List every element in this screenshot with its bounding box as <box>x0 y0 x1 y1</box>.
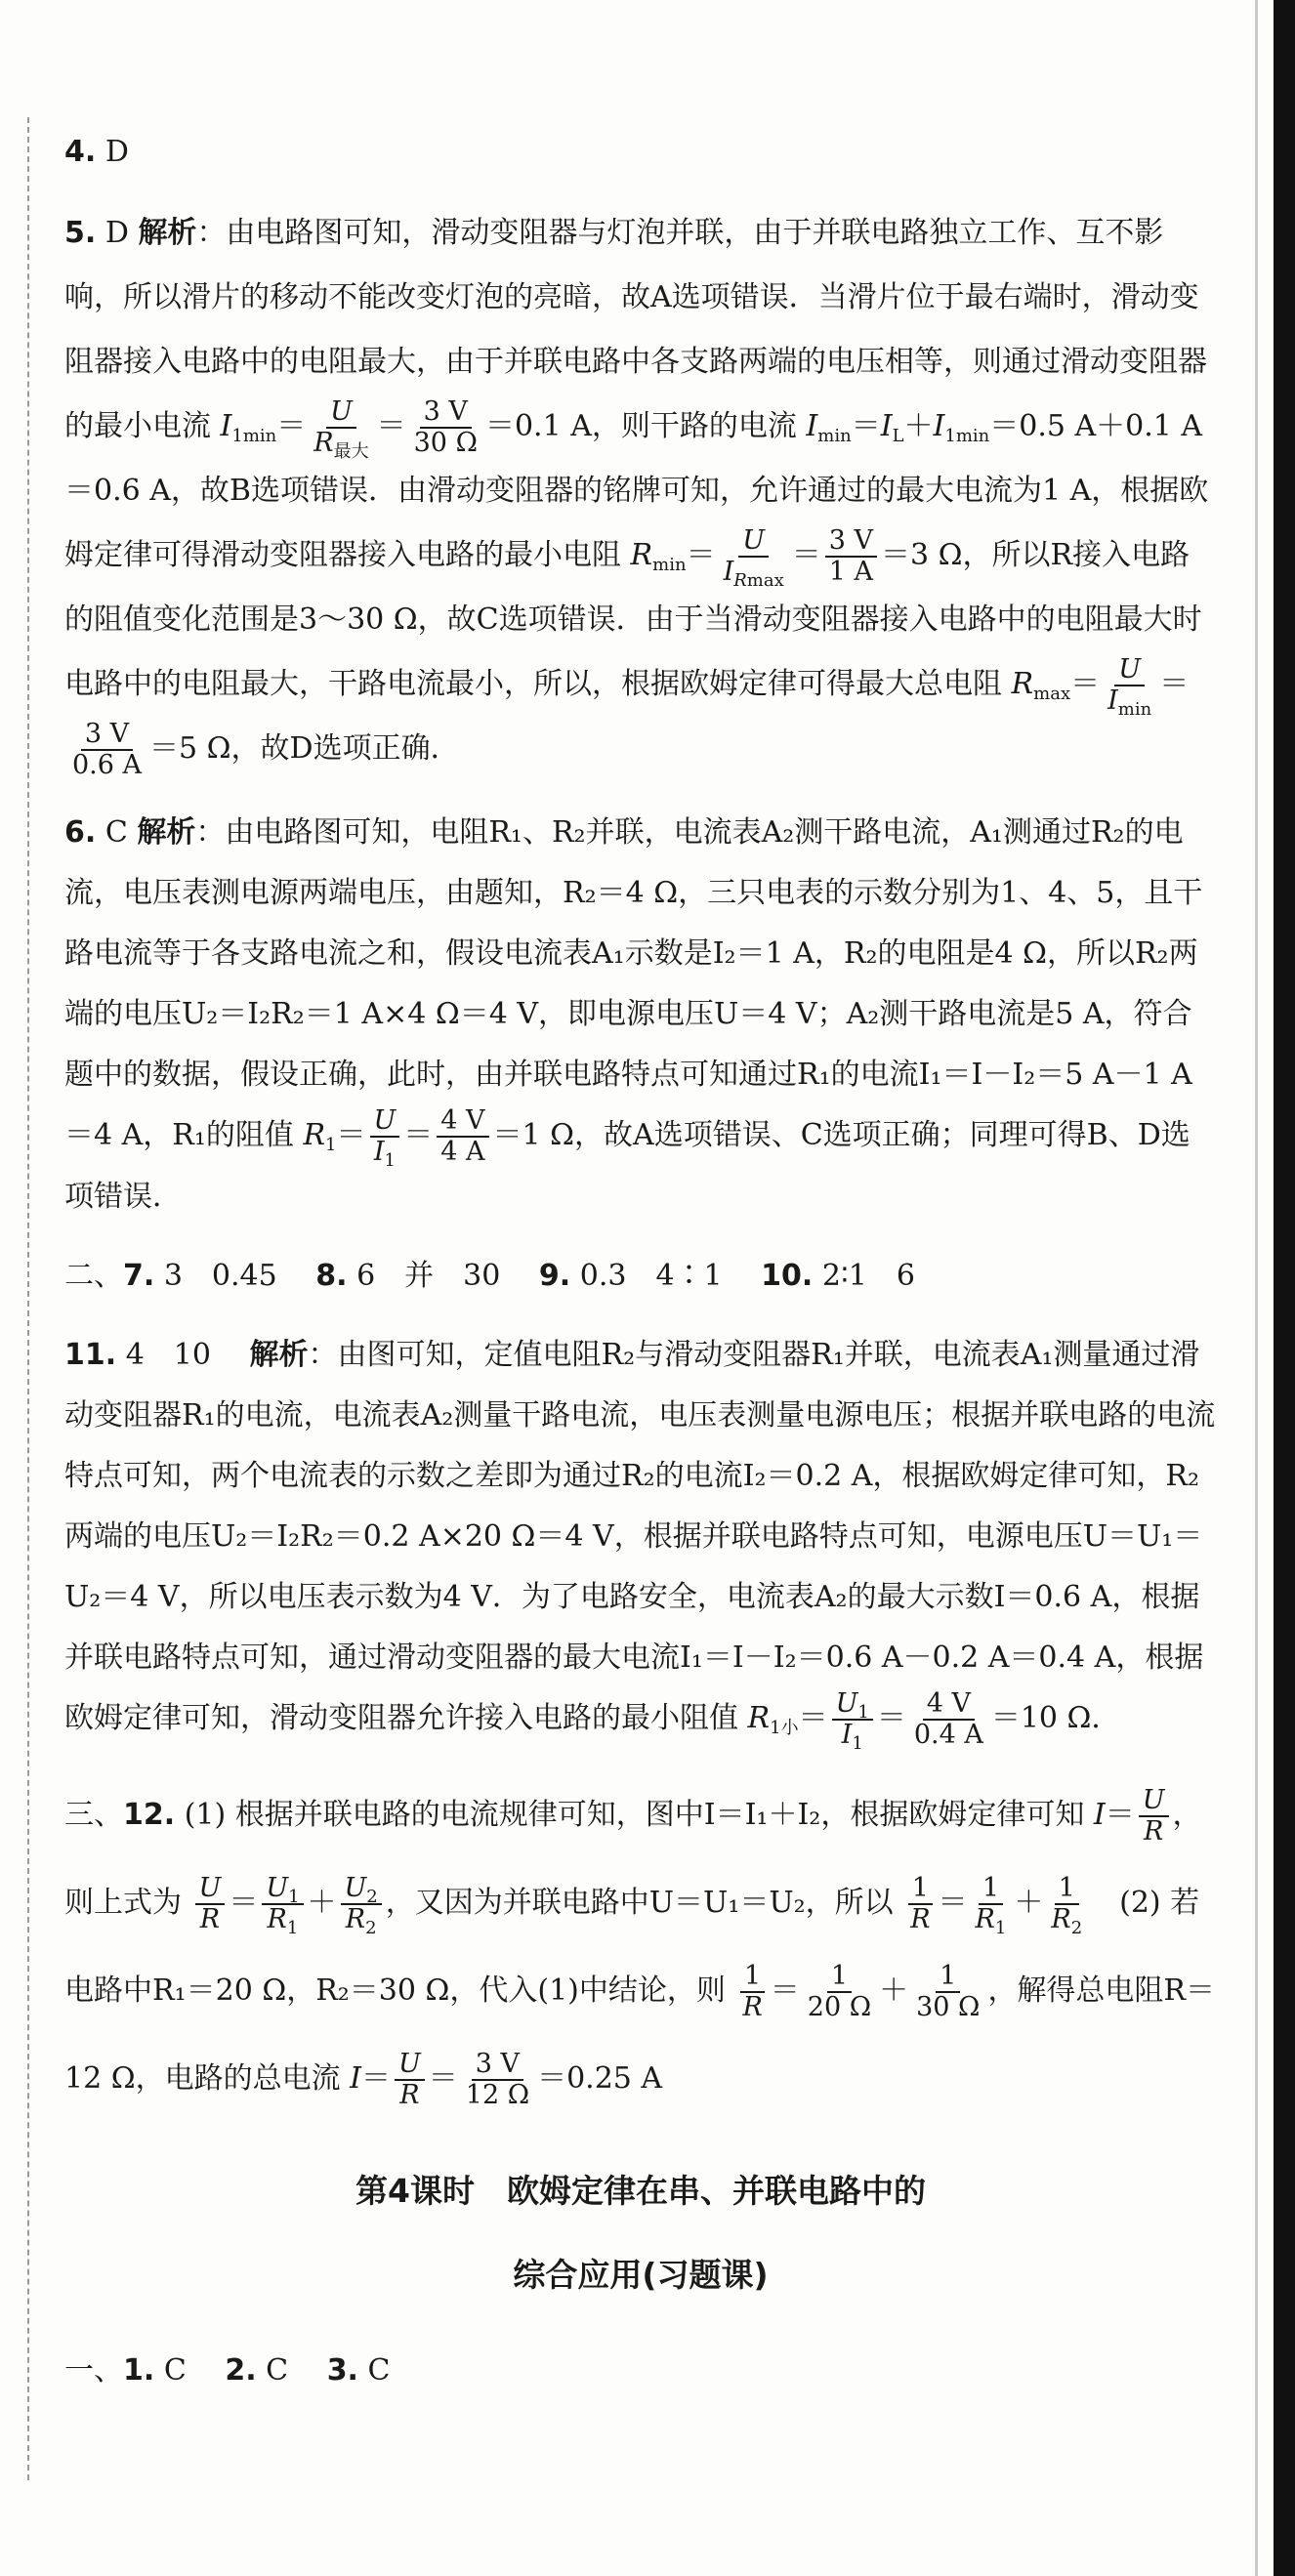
lesson-title-line2: 综合应用(习题课) <box>513 2256 769 2294</box>
answer-section-2: 二、7. 3 0.45 8. 6 并 30 9. 0.3 4∶1 10. 2∶1 6 <box>64 1259 915 1293</box>
analysis-tag: 解析 <box>249 1338 309 1372</box>
binding-dashed-line <box>27 117 29 2480</box>
answer-6: 6. C 解析：由电路图可知，电阻R₁、R₂并联，电流表A₂测干路电流，A₁测通过R₂的电流，电压表测电源两端电压，由题知，R₂＝4 Ω，三只电表的示数分别为1、4、5，且干路电流等于各支路电流之和，假设电流表A₁示数是I₂＝1 A，R₂的电阻是4 Ω，所以R₂两端的电压U₂＝I₂R₂＝1 A×4 Ω＝4 V，即电源电压U＝4 V；A₂测干路电流是5 A，符合题中的数据，假设正确，此时，由并联电路特点可知通过R₁的电流I₁＝I－I₂＝5 A－1 A＝4 A，R₁的阻值 $R_1=$ $\frac{U}{I_1}$ ＝ $\frac{4 V}{4 A}$ ＝1 Ω，故A选项错误、C选项正确；同理可得B、D选项错误． <box>64 815 1203 1214</box>
formula-rmax: $R_{max}=$ $\frac{U}{I_{min}}$ ＝ $\frac{3 V}{0.6 A}$ <box>72 654 1190 780</box>
formula-reciprocal: $\frac{1}{R}$ ＝ $\frac{1}{R_1}$ ＋ $\frac{1}{R_2}$ <box>902 1886 1090 1920</box>
lesson-heading <box>64 2162 1217 2305</box>
answer-12: 三、12. (1) 根据并联电路的电流规律可知，图中I＝I₁＋I₂，根据欧姆定律可知 I＝ $\frac{U}{R}$ ，则上式为 $\frac{U}{R}$ ＝ $\frac{U_1}{R_1}$ ＋ $\frac{U_2}{R_2}$ ，又因为并联电路中U＝U₁＝U₂，所以 $\frac{1}{R}$ ＝ $\frac{1}{R_1}$ ＋ $\frac{1}{R_2}$ (2) 若电路中R₁＝20 Ω，R₂＝30 Ω，代入(1)中结论，则 $\frac{1}{R}$ ＝ $\frac{1}{20 \Omega}$ ＋ $\frac{1}{30 \Omega}$ ，解得总电阻R＝12 Ω，电路的总电流 I＝ $\frac{U}{R}$ ＝ $\frac{3 V}{12 \Omega}$ ＝0.25 A <box>64 1785 1216 2110</box>
formula-calc: $\frac{1}{R}$ ＝ $\frac{1}{20 \Omega}$ ＋ $\frac{1}{30 \Omega}$ <box>734 1974 987 2008</box>
answer-11: 11. 4 10 解析：由图可知，定值电阻R₂与滑动变阻器R₁并联，电流表A₁测量通过滑动变阻器R₁的电流，电流表A₂测量干路电流，电压表测量电源电压；根据并联电路的电流特点可知，两个电流表的示数之差即为通过R₂的电流I₂＝0.2 A，根据欧姆定律可知，R₂两端的电压U₂＝I₂R₂＝0.2 A×20 Ω＝4 V，根据并联电路特点可知，电源电压U＝U₁＝U₂＝4 V，所以电压表示数为4 V．为了电路安全，电流表A₂的最大示数I＝0.6 A，根据并联电路特点可知，通过滑动变阻器的最大电流I₁＝I－I₂＝0.6 A－0.2 A＝0.4 A，根据欧姆定律可知，滑动变阻器允许接入电路的最小阻值 $R_{1小}=$ $\frac{U_1}{I_1}$ ＝ $\frac{4 V}{0.4 A}$ ＝10 Ω． <box>64 1338 1216 1754</box>
formula-ohm: I＝ $\frac{U}{R}$ <box>1094 1798 1173 1832</box>
page-edge-shadow <box>1274 0 1295 2576</box>
analysis-tag: 解析 <box>137 815 196 850</box>
lesson-title-line1: 第4课时 欧姆定律在串、并联电路中的 <box>355 2172 926 2210</box>
formula-i1min: $I_{1min}=$ $\frac{U}{R_{最大}}$ ＝ $\frac{3 V}{30 \Omega}$ <box>220 396 478 462</box>
answer-content <box>64 117 1217 2398</box>
formula-total-current: I＝ $\frac{U}{R}$ ＝ $\frac{3 V}{12 \Omega}$ <box>350 2049 530 2110</box>
formula-rmin: $R_{min}=$ $\frac{U}{I_{Rmax}}$ ＝ $\frac{3 V}{1 A}$ <box>631 538 881 572</box>
analysis-tag: 解析 <box>138 216 197 250</box>
formula-r1min: $R_{1小}=$ $\frac{U_1}{I_1}$ ＝ $\frac{4 V}{0.4 A}$ <box>747 1688 983 1754</box>
formula-sum: $\frac{U}{R}$ ＝ $\frac{U_1}{R_1}$ ＋ $\frac{U_2}{R_2}$ <box>191 1886 386 1920</box>
answer-5: 5. D 解析：由电路图可知，滑动变阻器与灯泡并联，由于并联电路独立工作、互不影响，所以滑片的移动不能改变灯泡的亮暗，故A选项错误．当滑片位于最右端时，滑动变阻器接入电路中的电阻最大，由于并联电路中各支路两端的电压相等，则通过滑动变阻器的最小电流 $I_{1min}=$ $\frac{U}{R_{最大}}$ ＝ $\frac{3 V}{30 \Omega}$ ＝0.1 A，则干路的电流 $I_{min}=I_L+I_{1min}=0.5$ A＋0.1 A＝0.6 A，故B选项错误．由滑动变阻器的铭牌可知，允许通过的最大电流为1 A，根据欧姆定律可得滑动变阻器接入电路的最小电阻 $R_{min}=$ $\frac{U}{I_{Rmax}}$ ＝ $\frac{3 V}{1 A}$ ＝3 Ω，所以R接入电路的阻值变化范围是3～30 Ω，故C选项错误．由于当滑动变阻器接入电路中的电阻最大时电路中的电阻最大，干路电流最小，所以，根据欧姆定律可得最大总电阻 $R_{max}=$ $\frac{U}{I_{min}}$ ＝ $\frac{3 V}{0.6 A}$ ＝5 Ω，故D选项正确． <box>64 216 1209 780</box>
formula-r1: $R_1=$ $\frac{U}{I_1}$ ＝ $\frac{4 V}{4 A}$ <box>303 1118 492 1152</box>
answer-4: 4. D <box>64 135 129 169</box>
formula-imin: $I_{min}=I_L+I_{1min}$ <box>806 409 990 446</box>
page-edge-line <box>1255 0 1258 2576</box>
answer-section-1: 一、1. C 2. C 3. C <box>64 2353 391 2388</box>
